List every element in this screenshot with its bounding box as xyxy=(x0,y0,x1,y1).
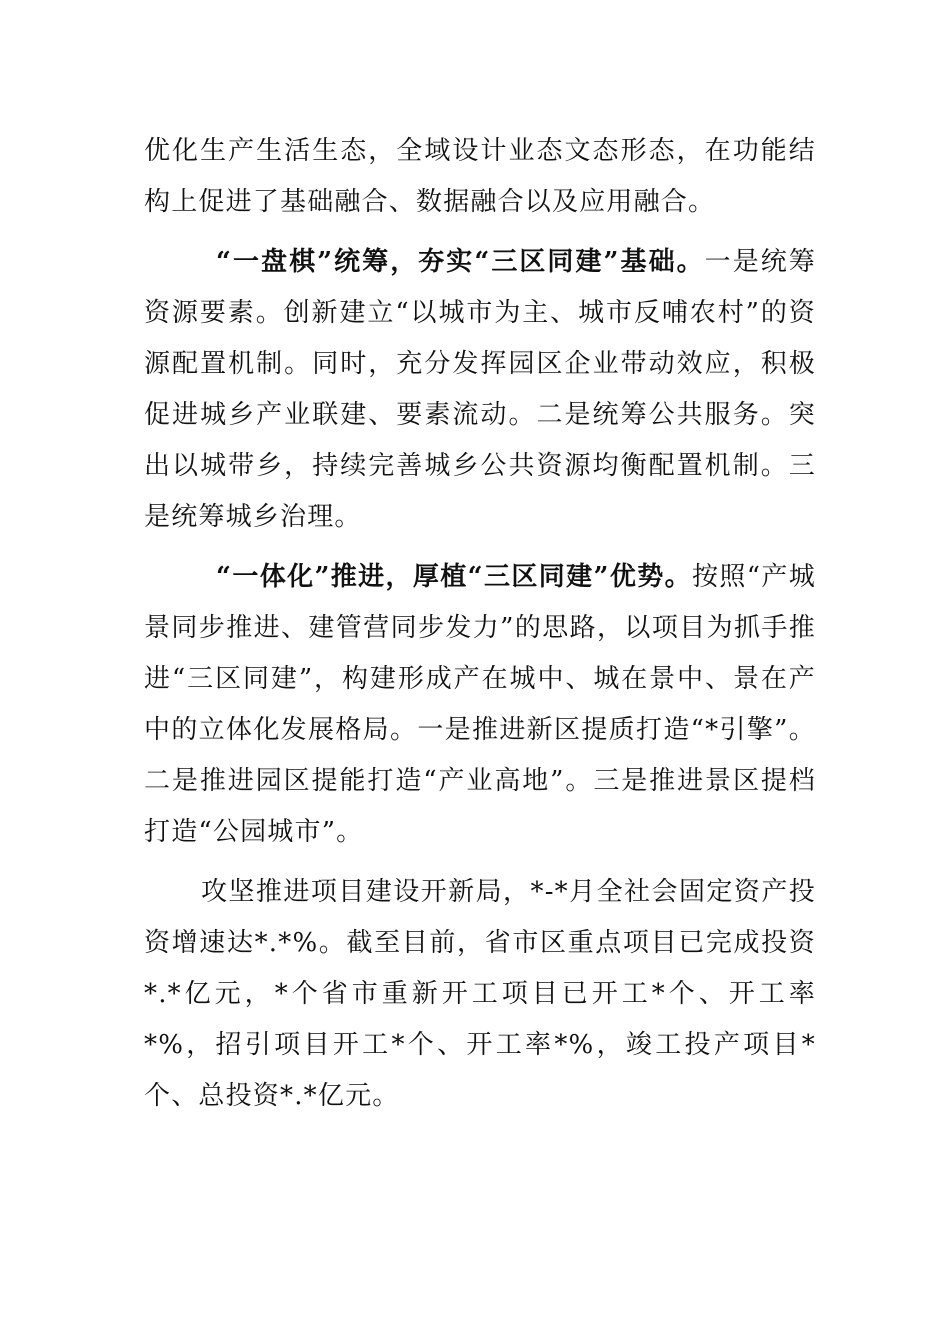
paragraph-3-text: 按照“产城景同步推进、建管营同步发力”的思路，以项目为抓手推进“三区同建”，构建形成产在城中、城在景中、景在产中的立体化发展格局。一是推进新区提质打造“*引擎”。二是推进园区提能打造“产业高地”。三是推进景区提档打造“公园城市”。 xyxy=(144,562,817,847)
paragraph-1 xyxy=(144,126,816,228)
paragraph-2 xyxy=(144,237,816,543)
document-body xyxy=(144,126,816,1122)
paragraph-4 xyxy=(144,867,816,1122)
paragraph-3-heading: “一体化”推进，厚植“三区同建”优势。 xyxy=(216,562,692,592)
paragraph-3 xyxy=(144,552,816,858)
paragraph-1-text: 优化生产生活生态，全域设计业态文态形态，在功能结构上促进了基础融合、数据融合以及应用融合。 xyxy=(144,136,816,217)
paragraph-2-heading: “一盘棋”统筹，夯实“三区同建”基础。 xyxy=(216,247,705,277)
paragraph-4-text: 攻坚推进项目建设开新局，*-*月全社会固定资产投资增速达*.*%。截至目前，省市区重点项目已完成投资*.*亿元，*个省市重新开工项目已开工*个、开工率*%，招引项目开工*个、开工率*%，竣工投产项目*个、总投资*.*亿元。 xyxy=(144,877,816,1111)
paragraph-2-text: 一是统筹资源要素。创新建立“以城市为主、城市反哺农村”的资源配置机制。同时，充分发挥园区企业带动效应，积极促进城乡产业联建、要素流动。二是统筹公共服务。突出以城带乡，持续完善城乡公共资源均衡配置机制。三是统筹城乡治理。 xyxy=(144,247,816,532)
